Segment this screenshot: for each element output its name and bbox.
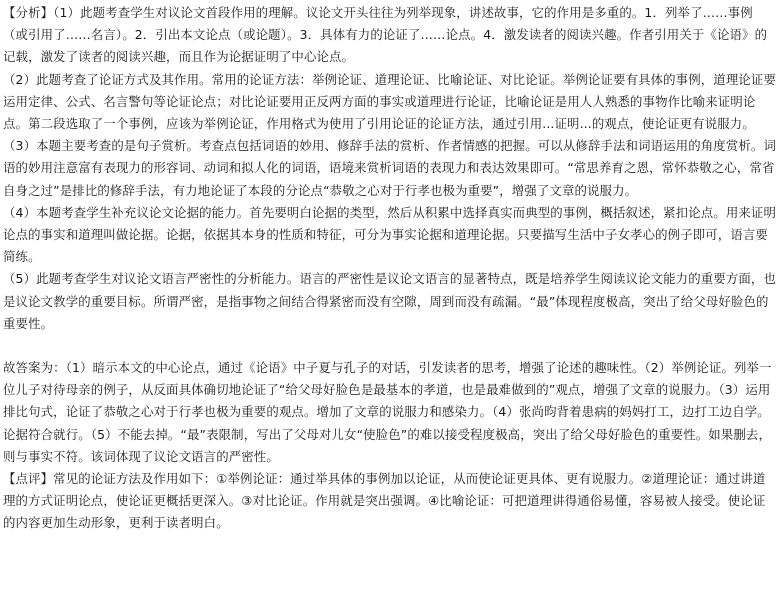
comment-paragraph — [3, 468, 777, 535]
answer-paragraph: 故答案为：（1）暗示本文的中心论点，通过《论语》中子夏与孔子的对话，引发读者的思考，增强了论述的趣味性。（2）举例论证。列举一位儿子对待母亲的例子，从反面具体确切地论证了“给父母好脸色是最基本的孝道，也是最难做到的”观点，增强了文章的说服力。（3）运用排比句式，论证了恭敬之心对于行孝也极为重要的观点。增加了文章的说服力和感染力。（4）张尚昀背着患病的妈妈打工，边打工边自学。论据符合就行。（5）不能去掉。“最”表限制，写出了父母对儿女“使脸色”的难以接受程度极高，突出了给父母好脸色的重要性。如果删去，则与事实不符。该词体现了议论文语言的严密性。 — [3, 360, 772, 464]
analysis-item-4: （4）本题考查学生补充议论文论据的能力。首先要明白论据的类型，然后从积累中选择真实而典型的事例，概括叙述，紧扣论点。用来证明论点的事实和道理叫做论据。论据，依据其本身的性质和特征，可分为事实论据和道理论据。只要描写生活中子女孝心的例子即可，语言要简练。 — [3, 204, 777, 265]
analysis-paragraph-1 — [3, 2, 777, 69]
comment-tag: 【点评】 — [3, 471, 54, 487]
comment-text: 常见的论证方法及作用如下：①举例论证：通过举具体的事例加以论证，从而使论证更具体、更有说服力。②道理论证：通过讲道理的方式证明论点，使论证更概括更深入。③对比论证。作用就是突出强调。④比喻论证：可把道理讲得通俗易懂，容易被人接受。使论证的内容更加生动形象，更利于读者明白。 — [3, 471, 766, 531]
analysis-item-2: （2）此题考查了论证方式及其作用。常用的论证方法：举例论证、道理论证、比喻论证、对比论证。举例论证要有具体的事例，道理论证要运用定律、公式、名言警句等论证论点；对比论证要用正反两方面的事实或道理进行论证，比喻论证是用人人熟悉的事物作比喻来证明论点。第二段选取了一个事例，应该为举例论证，作用格式为使用了引用论证的论证方法，通过引用...证明...的观点，使论证更有说服力。 — [3, 71, 777, 132]
analysis-item-1: （1）此题考查学生对议论文首段作用的理解。议论文开头往往为列举现象，讲述故事，它的作用是多重的。1．列举了……事例（或引用了……名言）。2．引出本文论点（或论题）。3．具体有力的论证了……论点。4．激发读者的阅读兴趣。作者引用关于《论语》的记载，激发了读者的阅读兴趣，而且作为论据证明了中心论点。 — [3, 5, 768, 65]
paragraph-gap — [3, 335, 777, 357]
analysis-item-5: （5）此题考查学生对议论文语言严密性的分析能力。语言的严密性是议论文语言的显著特点，既是培养学生阅读议论文能力的重要方面，也是议论文教学的重要目标。所谓严密，是指事物之间结合得紧密而没有空隙，周到而没有疏漏。“最”体现程度极高，突出了给父母好脸色的重要性。 — [3, 271, 777, 331]
analysis-item-3: （3）本题主要考查的是句子赏析。考查点包括词语的妙用、修辞手法的赏析、作者情感的把握。可以从修辞手法和词语运用的角度赏析。词语的妙用注意富有表现力的形容词、动词和拟人化的词语，语境来赏析词语的表现力和表达效果即可。“常思养育之恩，常怀恭敬之心，常省自身之过”是排比的修辞手法，有力地论证了本段的分论点“恭敬之心对于行孝也极为重要”，增强了文章的说服力。 — [3, 138, 777, 198]
analysis-tag: 【分析】 — [3, 5, 54, 20]
